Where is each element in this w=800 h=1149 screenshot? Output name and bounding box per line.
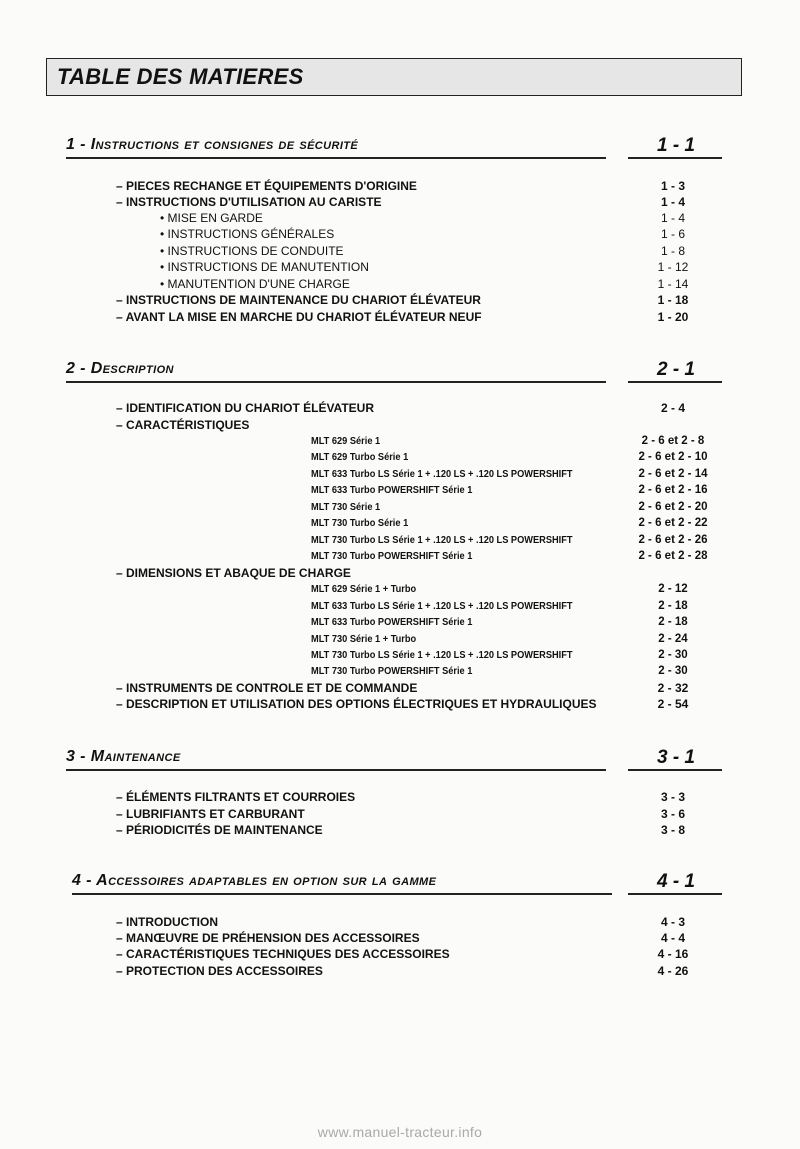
entry-label: • INSTRUCTIONS DE MANUTENTION [160,260,369,274]
entry-page: 2 - 18 [658,600,688,612]
section-page-underline [628,893,722,895]
section-page: 1 - 1 [656,135,696,156]
entry-label: MLT 633 Turbo LS Série 1 + .120 LS + .120 LS POWERSHIFT [311,468,573,480]
section-underline [66,381,606,383]
entry-label: MLT 730 Turbo Série 1 [311,517,409,529]
entry-page: 2 - 6 et 2 - 28 [638,550,708,562]
entry-label: – DESCRIPTION ET UTILISATION DES OPTIONS ÉLECTRIQUES ET HYDRAULIQUES [116,697,597,711]
toc-entry [0,631,800,647]
entry-label: – CARACTÉRISTIQUES [116,418,250,432]
toc-entry [0,663,800,679]
toc-entry [0,276,800,292]
toc-entry [0,226,800,242]
section-title: 3 - Maintenance [66,748,181,765]
entry-page: 1 - 3 [660,179,685,193]
entry-label: – INSTRUMENTS DE CONTROLE ET DE COMMANDE [116,681,418,695]
entry-page: 2 - 6 et 2 - 26 [638,534,708,546]
section-page: 3 - 1 [656,747,696,768]
toc-entry [0,647,800,663]
toc-entry [0,680,800,696]
toc-title-box [46,58,742,96]
toc-entry [0,292,800,308]
section-page-underline [628,381,722,383]
toc-entry [0,548,800,564]
footer-watermark: www.manuel-tracteur.info [317,1124,483,1140]
entry-page: 2 - 6 et 2 - 14 [638,468,708,480]
entry-label: MLT 730 Turbo LS Série 1 + .120 LS + .120 LS POWERSHIFT [311,649,573,661]
toc-entry [0,449,800,465]
toc-entry [0,581,800,597]
toc-entry [0,417,800,433]
entry-label: – PÉRIODICITÉS DE MAINTENANCE [116,823,323,837]
entry-label: MLT 730 Turbo POWERSHIFT Série 1 [311,665,473,677]
entry-label: MLT 629 Série 1 [311,435,381,447]
toc-entry [0,309,800,325]
section-underline [72,893,612,895]
entry-page: 3 - 8 [660,823,685,837]
toc-entry [0,499,800,515]
section-title: 2 - Description [66,360,174,377]
entry-page: 1 - 18 [657,293,689,307]
section-page-underline [628,769,722,771]
toc-entry [0,532,800,548]
section-page: 2 - 1 [656,359,696,380]
entry-label: MLT 730 Turbo POWERSHIFT Série 1 [311,550,473,562]
section-underline [66,769,606,771]
entry-label: – AVANT LA MISE EN MARCHE DU CHARIOT ÉLÉVATEUR NEUF [116,310,482,324]
entry-page: 2 - 6 et 2 - 16 [638,484,708,496]
entry-page: 1 - 14 [657,277,689,291]
entry-label: – PIECES RECHANGE ET ÉQUIPEMENTS D'ORIGINE [116,179,417,193]
entry-label: MLT 629 Turbo Série 1 [311,451,409,463]
entry-page: 2 - 32 [657,681,689,695]
toc-entry [0,178,800,194]
entry-label: • MISE EN GARDE [160,211,263,225]
entry-page: 4 - 16 [657,947,689,961]
entry-page: 4 - 3 [660,915,685,929]
toc-entry [0,696,800,712]
entry-label: MLT 730 Turbo LS Série 1 + .120 LS + .120 LS POWERSHIFT [311,534,573,546]
entry-page: 4 - 4 [660,931,685,945]
entry-page: 2 - 6 et 2 - 22 [638,517,708,529]
entry-label: – LUBRIFIANTS ET CARBURANT [116,807,305,821]
entry-label: – MANŒUVRE DE PRÉHENSION DES ACCESSOIRES [116,931,420,945]
section-title: 4 - Accessoires adaptables en option sur la gamme [72,872,437,889]
toc-entry [0,822,800,838]
entry-page: 4 - 26 [657,964,689,978]
entry-label: MLT 633 Turbo LS Série 1 + .120 LS + .120 LS POWERSHIFT [311,600,573,612]
toc-entry [0,433,800,449]
entry-label: – CARACTÉRISTIQUES TECHNIQUES DES ACCESSOIRES [116,947,450,961]
toc-entry [0,259,800,275]
toc-entry [0,400,800,416]
entry-label: – IDENTIFICATION DU CHARIOT ÉLÉVATEUR [116,401,374,415]
entry-page: 2 - 54 [657,697,689,711]
entry-page: 1 - 12 [657,260,689,274]
toc-entry [0,963,800,979]
toc-entry [0,930,800,946]
entry-label: • INSTRUCTIONS DE CONDUITE [160,244,344,258]
entry-page: 1 - 20 [657,310,689,324]
toc-entry [0,598,800,614]
entry-label: • INSTRUCTIONS GÉNÉRALES [160,227,335,241]
toc-entry [0,806,800,822]
toc-entry [0,210,800,226]
entry-label: – PROTECTION DES ACCESSOIRES [116,964,323,978]
section-page-underline [628,157,722,159]
entry-page: 1 - 8 [660,244,685,258]
entry-label: – INTRODUCTION [116,915,218,929]
entry-page: 1 - 4 [660,195,685,209]
entry-label: MLT 730 Série 1 [311,501,381,513]
toc-entry [0,565,800,581]
entry-page: 2 - 18 [658,616,688,628]
entry-page: 2 - 4 [660,401,685,415]
toc-entry [0,789,800,805]
toc-entry [0,946,800,962]
toc-entry [0,243,800,259]
entry-label: – ÉLÉMENTS FILTRANTS ET COURROIES [116,790,356,804]
toc-entry [0,194,800,210]
entry-label: MLT 629 Série 1 + Turbo [311,583,417,595]
toc-entry [0,914,800,930]
section-underline [66,157,606,159]
entry-page: 2 - 24 [658,633,688,645]
entry-page: 1 - 6 [660,227,685,241]
entry-label: MLT 730 Série 1 + Turbo [311,633,417,645]
toc-title: TABLE DES MATIERES [57,64,304,89]
entry-page: 3 - 3 [660,790,685,804]
toc-entry [0,515,800,531]
entry-page: 2 - 30 [658,649,688,661]
entry-page: 2 - 6 et 2 - 8 [641,435,705,447]
toc-entry [0,466,800,482]
entry-page: 2 - 30 [658,665,688,677]
section-page: 4 - 1 [656,871,696,892]
entry-page: 2 - 12 [658,583,688,595]
entry-page: 2 - 6 et 2 - 10 [638,451,708,463]
section-title: 1 - Instructions et consignes de sécurité [66,136,359,153]
entry-label: MLT 633 Turbo POWERSHIFT Série 1 [311,616,473,628]
entry-label: – INSTRUCTIONS DE MAINTENANCE DU CHARIOT ÉLÉVATEUR [116,293,481,307]
entry-label: – INSTRUCTIONS D'UTILISATION AU CARISTE [116,195,382,209]
entry-label: – DIMENSIONS ET ABAQUE DE CHARGE [116,566,351,580]
toc-entry [0,614,800,630]
entry-page: 3 - 6 [660,807,685,821]
entry-page: 2 - 6 et 2 - 20 [638,501,708,513]
entry-page: 1 - 4 [660,211,685,225]
entry-label: MLT 633 Turbo POWERSHIFT Série 1 [311,484,473,496]
entry-label: • MANUTENTION D'UNE CHARGE [160,277,350,291]
toc-entry [0,482,800,498]
